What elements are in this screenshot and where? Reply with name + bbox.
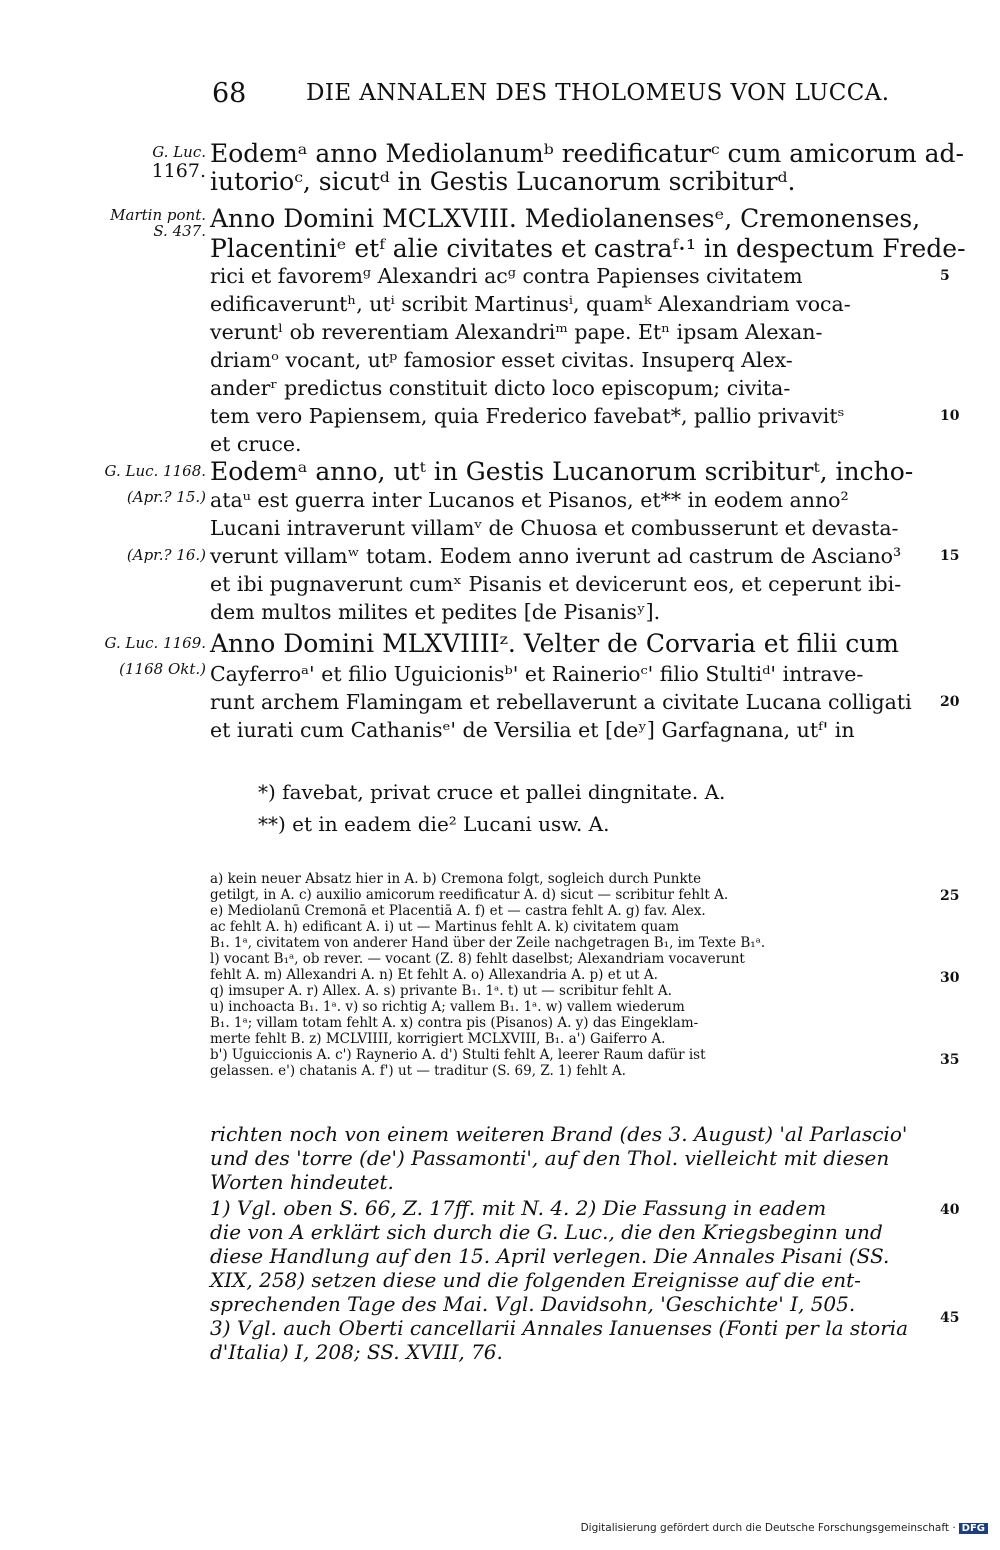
text-line: Anno Domini MLXVIIIIᶻ. Velter de Corvaria et filii cum bbox=[210, 629, 900, 658]
digitization-credit bbox=[581, 1522, 988, 1534]
text-line: Placentiniᵉ etᶠ alie civitates et castraᶠ·¹ in despectum Frede- bbox=[210, 234, 966, 263]
margin-note: G. Luc. 1169. bbox=[104, 634, 206, 652]
text-line: Anno Domini MCLXVIII. Mediolanensesᵉ, Cremonenses, bbox=[210, 204, 921, 233]
apparatus-line: l) vocant B₁ᵃ, ob rever. — vocant (Z. 8) fehlt daselbst; Alexandriam vocaverunt bbox=[210, 951, 745, 967]
commentary-line: diese Handlung auf den 15. April verlegen. Die Annales Pisani (SS. bbox=[210, 1244, 890, 1268]
commentary-line: 3) Vgl. auch Oberti cancellarii Annales Ianuenses (Fonti per la storia bbox=[210, 1316, 909, 1340]
margin-note: S. 437. bbox=[153, 222, 206, 240]
line-number: 5 bbox=[940, 268, 950, 284]
dfg-logo: DFG bbox=[959, 1523, 988, 1534]
text-line: tem vero Papiensem, quia Frederico favebat*, pallio privavitˢ bbox=[210, 404, 845, 428]
text-line: Cayferroᵃ' et filio Uguicionisᵇ' et Rainerioᶜ' filio Stultiᵈ' intrave- bbox=[210, 662, 864, 686]
apparatus-line: ac fehlt A. h) edificant A. i) ut — Martinus fehlt A. k) civitatem quam bbox=[210, 919, 680, 935]
running-title: DIE ANNALEN DES THOLOMEUS VON LUCCA. bbox=[306, 80, 890, 106]
apparatus-line: b') Uguiccionis A. c') Raynerio A. d') Stulti fehlt A, leerer Raum dafür ist bbox=[210, 1047, 706, 1063]
text-line: anderʳ predictus constituit dicto loco episcopum; civita- bbox=[210, 376, 791, 400]
text-line: Lucani intraverunt villamᵛ de Chuosa et combusserunt et devasta- bbox=[210, 516, 899, 540]
text-line: et cruce. bbox=[210, 432, 302, 456]
apparatus-line: fehlt A. m) Allexandri A. n) Et fehlt A. o) Allexandria A. p) et ut A. bbox=[210, 967, 658, 983]
apparatus-line: merte fehlt B. z) MCLVIIII, korrigiert MCLXVIII, B₁. a') Gaiferro A. bbox=[210, 1031, 666, 1047]
line-number: 40 bbox=[940, 1202, 960, 1218]
apparatus-line: q) imsuper A. r) Allex. A. s) privante B₁. 1ᵃ. t) ut — scribitur fehlt A. bbox=[210, 983, 672, 999]
footnote: *) favebat, privat cruce et pallei dingnitate. A. bbox=[258, 780, 726, 804]
text-line: iutorioᶜ, sicutᵈ in Gestis Lucanorum scribiturᵈ. bbox=[210, 167, 796, 196]
margin-note: (Apr.? 16.) bbox=[126, 546, 206, 564]
text-line: Eodemᵃ anno Mediolanumᵇ reedificaturᶜ cum amicorum ad- bbox=[210, 139, 964, 168]
commentary-line: XIX, 258) setzen diese und die folgenden Ereignisse auf die ent- bbox=[210, 1268, 861, 1292]
text-line: verunt villamʷ totam. Eodem anno iverunt ad castrum de Asciano³ bbox=[210, 544, 902, 568]
apparatus-line: B₁. 1ᵃ, civitatem von anderer Hand über der Zeile nachgetragen B₁, im Texte B₁ᵃ. bbox=[210, 935, 766, 951]
text-line: veruntˡ ob reverentiam Alexandriᵐ pape. Etⁿ ipsam Alexan- bbox=[210, 320, 823, 344]
apparatus-line: getilgt, in A. c) auxilio amicorum reedificatur A. d) sicut — scribitur fehlt A. bbox=[210, 887, 729, 903]
text-line: ataᵘ est guerra inter Lucanos et Pisanos, et** in eodem anno² bbox=[210, 488, 849, 512]
commentary-line: sprechenden Tage des Mai. Vgl. Davidsohn, 'Geschichte' I, 505. bbox=[210, 1292, 856, 1316]
margin-note: 1167. bbox=[151, 160, 206, 182]
footnote: **) et in eadem die² Lucani usw. A. bbox=[258, 812, 610, 836]
line-number: 20 bbox=[940, 694, 960, 710]
commentary-line: die von A erklärt sich durch die G. Luc., die den Kriegsbeginn und bbox=[210, 1220, 883, 1244]
text-line: dem multos milites et pedites [de Pisanisʸ]. bbox=[210, 600, 661, 624]
commentary-line: richten noch von einem weiteren Brand (des 3. August) 'al Parlascio' bbox=[210, 1122, 908, 1146]
margin-note: G. Luc. bbox=[152, 143, 206, 161]
margin-note: (1168 Okt.) bbox=[119, 660, 206, 678]
commentary-line: 1) Vgl. oben S. 66, Z. 17ff. mit N. 4. 2) Die Fassung in eadem bbox=[210, 1196, 827, 1220]
text-line: Eodemᵃ anno, utᵗ in Gestis Lucanorum scribiturᵗ, incho- bbox=[210, 457, 914, 486]
line-number: 25 bbox=[940, 888, 960, 904]
text-line: rici et favoremᵍ Alexandri acᵍ contra Papienses civitatem bbox=[210, 264, 803, 288]
apparatus-line: u) inchoacta B₁. 1ᵃ. v) so richtig A; vallem B₁. 1ᵃ. w) vallem wiederum bbox=[210, 999, 685, 1015]
apparatus-line: B₁. 1ᵃ; villam totam fehlt A. x) contra pis (Pisanos) A. y) das Eingeklam- bbox=[210, 1015, 699, 1031]
text-line: et iurati cum Cathanisᵉ' de Versilia et [deʸ] Garfagnana, utᶠ' in bbox=[210, 718, 855, 742]
line-number: 35 bbox=[940, 1052, 960, 1068]
margin-note: G. Luc. 1168. bbox=[104, 462, 206, 480]
apparatus-line: e) Mediolanū Cremonā et Placentiā A. f) et — castra fehlt A. g) fav. Alex. bbox=[210, 903, 706, 919]
page-number: 68 bbox=[212, 78, 247, 109]
line-number: 15 bbox=[940, 548, 960, 564]
line-number: 10 bbox=[940, 408, 960, 424]
page-header bbox=[0, 78, 1000, 114]
credit-text: Digitalisierung gefördert durch die Deutsche Forschungsgemeinschaft · bbox=[580, 1522, 956, 1534]
apparatus-line: a) kein neuer Absatz hier in A. b) Cremona folgt, sogleich durch Punkte bbox=[210, 871, 702, 887]
text-line: runt archem Flamingam et rebellaverunt a civitate Lucana colligati bbox=[210, 690, 912, 714]
commentary-line: d'Italia) I, 208; SS. XVIII, 76. bbox=[210, 1340, 503, 1364]
text-line: driamᵒ vocant, utᵖ famosior esset civitas. Insuperq Alex- bbox=[210, 348, 793, 372]
text-line: edificaveruntʰ, utⁱ scribit Martinusⁱ, quamᵏ Alexandriam voca- bbox=[210, 292, 851, 316]
line-number: 45 bbox=[940, 1310, 960, 1326]
commentary-line: und des 'torre (de') Passamonti', auf den Thol. vielleicht mit diesen bbox=[210, 1146, 890, 1170]
line-number: 30 bbox=[940, 970, 960, 986]
commentary-line: Worten hindeutet. bbox=[210, 1170, 394, 1194]
text-line: et ibi pugnaverunt cumˣ Pisanis et devicerunt eos, et ceperunt ibi- bbox=[210, 572, 902, 596]
apparatus-line: gelassen. e') chatanis A. f') ut — traditur (S. 69, Z. 1) fehlt A. bbox=[210, 1063, 626, 1079]
margin-note: Martin pont. bbox=[110, 206, 206, 224]
margin-note: (Apr.? 15.) bbox=[126, 488, 206, 506]
